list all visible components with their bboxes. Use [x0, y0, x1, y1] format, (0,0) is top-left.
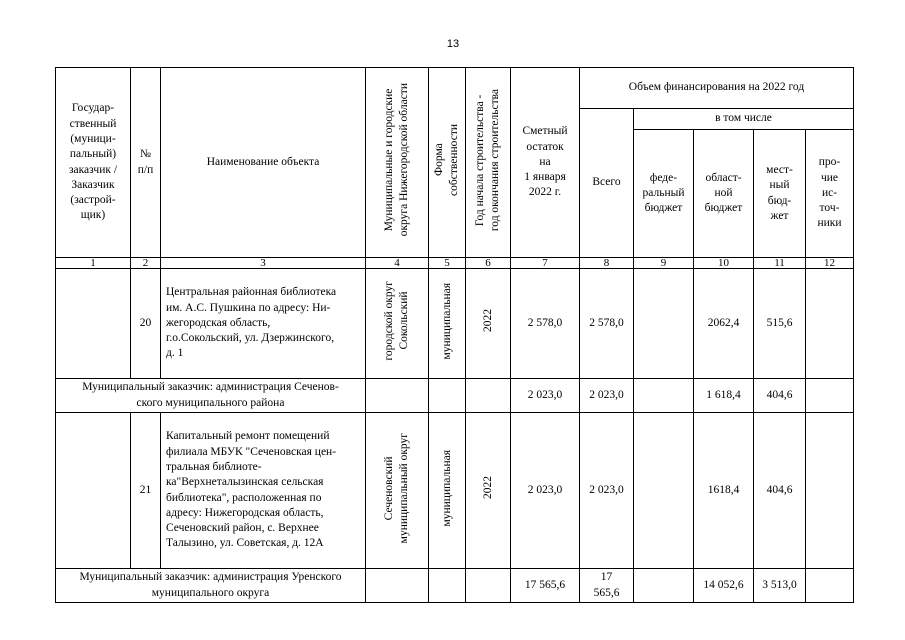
- column-number-2: 2: [131, 258, 161, 269]
- column-number-10: 10: [694, 258, 754, 269]
- cell-local: 404,6: [754, 413, 806, 569]
- header-local: мест- ный бюд- жет: [754, 130, 806, 258]
- cell-estimate-balance: 17 565,6: [511, 569, 580, 603]
- cell-other: [806, 569, 854, 603]
- customer-total-row: [56, 569, 854, 603]
- cell-ownership-text: муниципальная: [440, 449, 453, 527]
- cell-estimate-balance: 2 023,0: [511, 379, 580, 413]
- customer-total-row: [56, 379, 854, 413]
- cell-federal: [634, 413, 694, 569]
- cell-local: 515,6: [754, 269, 806, 379]
- cell-federal: [634, 269, 694, 379]
- customer-total-label: Муниципальный заказчик: администрация Сеченов- ского муниципального района: [56, 379, 366, 413]
- column-number-5: 5: [429, 258, 466, 269]
- column-number-4: 4: [366, 258, 429, 269]
- header-ownership-text: Форма собственности: [433, 123, 460, 196]
- cell-total: 2 023,0: [580, 379, 634, 413]
- cell-total: 2 578,0: [580, 269, 634, 379]
- cell-ownership: [429, 413, 466, 569]
- column-number-7: 7: [511, 258, 580, 269]
- cell-years: [466, 379, 511, 413]
- column-number-8: 8: [580, 258, 634, 269]
- cell-object-name: Центральная районная библиотека им. А.С. Пушкина по адресу: Ни- жегородская область, г.о.Сокольский, ул. Дзержинского, д. 1: [161, 269, 366, 379]
- column-number-3: 3: [161, 258, 366, 269]
- cell-estimate-balance: 2 023,0: [511, 413, 580, 569]
- cell-regional: 2062,4: [694, 269, 754, 379]
- header-years: [466, 68, 511, 258]
- cell-federal: [634, 569, 694, 603]
- cell-years: [466, 413, 511, 569]
- financing-table: [55, 67, 854, 603]
- cell-customer: [56, 413, 131, 569]
- cell-total: 2 023,0: [580, 413, 634, 569]
- cell-other: [806, 269, 854, 379]
- column-number-11: 11: [754, 258, 806, 269]
- table-row: [56, 269, 854, 379]
- cell-ownership: [429, 569, 466, 603]
- header-regional: област- ной бюджет: [694, 130, 754, 258]
- cell-ownership-text: муниципальная: [440, 282, 453, 360]
- cell-other: [806, 379, 854, 413]
- header-ownership: [429, 68, 466, 258]
- cell-years-text: 2022: [481, 476, 494, 500]
- cell-ownership: [429, 269, 466, 379]
- header-total: Всего: [580, 109, 634, 258]
- page-number: 13: [446, 38, 460, 50]
- cell-total-text: 17 565,6: [593, 571, 620, 599]
- header-financing: Объем финансирования на 2022 год: [580, 68, 854, 109]
- cell-district: [366, 269, 429, 379]
- column-number-1: 1: [56, 258, 131, 269]
- cell-local: 3 513,0: [754, 569, 806, 603]
- cell-estimate-balance: 2 578,0: [511, 269, 580, 379]
- cell-ownership: [429, 379, 466, 413]
- cell-object-name: Капитальный ремонт помещений филиала МБУК "Сеченовская цен- тральная библиоте- ка"Верхнеталызинская сельская библиотека", расположенная по адресу: Нижегородская область, Сеченовский район, с. Верхнее Талызино, ул. Советская, д. 12А: [161, 413, 366, 569]
- header-years-text: Год начала строительства - год окончания строительства: [474, 88, 501, 231]
- cell-other: [806, 413, 854, 569]
- header-including: в том числе: [634, 109, 854, 130]
- header-row-1: [56, 68, 854, 109]
- cell-total: [580, 569, 634, 603]
- cell-number: 20: [131, 269, 161, 379]
- customer-total-label: Муниципальный заказчик: администрация Уренского муниципального округа: [56, 569, 366, 603]
- header-federal: феде- ральный бюджет: [634, 130, 694, 258]
- cell-regional: 1 618,4: [694, 379, 754, 413]
- column-numbers-row: [56, 258, 854, 269]
- column-number-9: 9: [634, 258, 694, 269]
- cell-district-text: Сеченовский муниципальный округ: [383, 432, 410, 543]
- cell-regional: 14 052,6: [694, 569, 754, 603]
- cell-years-text: 2022: [481, 309, 494, 333]
- cell-customer: [56, 269, 131, 379]
- header-object-name: Наименование объекта: [161, 68, 366, 258]
- header-number: № п/п: [131, 68, 161, 258]
- cell-district: [366, 569, 429, 603]
- cell-federal: [634, 379, 694, 413]
- header-customer: Государ- ственный (муници- пальный) заказчик / Заказчик (застрой- щик): [56, 68, 131, 258]
- column-number-6: 6: [466, 258, 511, 269]
- cell-years: [466, 569, 511, 603]
- header-other: про- чие ис- точ- ники: [806, 130, 854, 258]
- cell-district: [366, 413, 429, 569]
- cell-years: [466, 269, 511, 379]
- header-estimate-balance: Сметный остаток на 1 января 2022 г.: [511, 68, 580, 258]
- cell-district: [366, 379, 429, 413]
- header-districts-text: Муниципальные и городские округа Нижегородской области: [383, 83, 410, 237]
- column-number-12: 12: [806, 258, 854, 269]
- cell-local: 404,6: [754, 379, 806, 413]
- cell-number: 21: [131, 413, 161, 569]
- cell-regional: 1618,4: [694, 413, 754, 569]
- header-districts: [366, 68, 429, 258]
- table-row: [56, 413, 854, 569]
- cell-district-text: городской округ Сокольский: [383, 281, 410, 361]
